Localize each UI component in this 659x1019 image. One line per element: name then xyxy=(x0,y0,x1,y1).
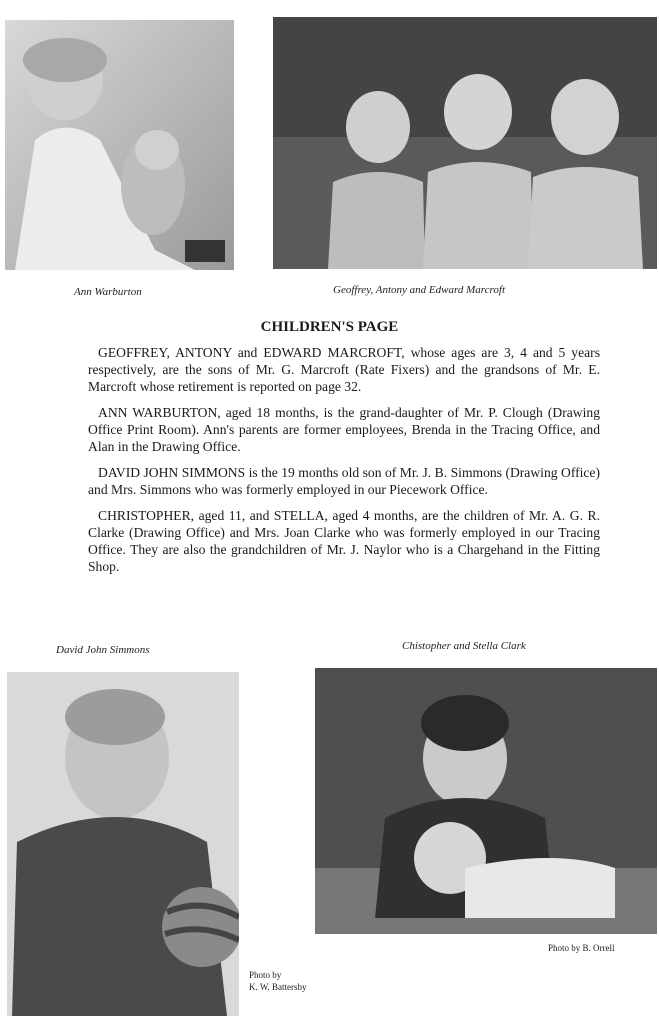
paragraph-simmons: DAVID JOHN SIMMONS is the 19 months old son of Mr. J. B. Simmons (Drawing Office) and Mrs. Simmons who was formerly employed in our Piecework Office. xyxy=(88,465,600,497)
caption-marcroft-boys: Geoffrey, Antony and Edward Marcroft xyxy=(333,284,506,296)
paragraph-marcroft: GEOFFREY, ANTONY and EDWARD MARCROFT, whose ages are 3, 4 and 5 years respectively, are the sons of Mr. G. Marcroft (Rate Fixers) and the grandsons of Mr. E. Marcroft whose retirement is reported on page 32. xyxy=(88,345,600,394)
caption-clark-children: Chistopher and Stella Clark xyxy=(402,640,526,652)
photo-ann-warburton xyxy=(5,20,234,270)
photo-clark-children xyxy=(315,668,657,934)
paragraph-warburton: ANN WARBURTON, aged 18 months, is the grand-daughter of Mr. P. Clough (Drawing Office Print Room). Ann's parents are former employees, Brenda in the Tracing Office, and Alan in the Drawing Office. xyxy=(88,405,600,454)
photo-marcroft-boys xyxy=(273,17,657,269)
photo-credit-orrell: Photo by B. Orrell xyxy=(548,943,615,953)
caption-ann-warburton: Ann Warburton xyxy=(74,286,142,298)
caption-david-simmons: David John Simmons xyxy=(56,644,150,656)
credit-line-1: Photo by xyxy=(249,970,282,980)
photo-david-simmons xyxy=(7,672,239,1016)
article-body xyxy=(88,344,600,584)
credit-line-2: K. W. Battersby xyxy=(249,982,307,992)
paragraph-clarke: CHRISTOPHER, aged 11, and STELLA, aged 4 months, are the children of Mr. A. G. R. Clarke (Drawing Office) and Mrs. Joan Clarke who was formerly employed in our Tracing Office. They are also the grandchildren of Mr. J. Naylor who is a Chargehand in the Fitting Shop. xyxy=(88,508,600,574)
page-title: CHILDREN'S PAGE xyxy=(260,319,399,335)
photo-credit-battersby xyxy=(249,969,307,993)
